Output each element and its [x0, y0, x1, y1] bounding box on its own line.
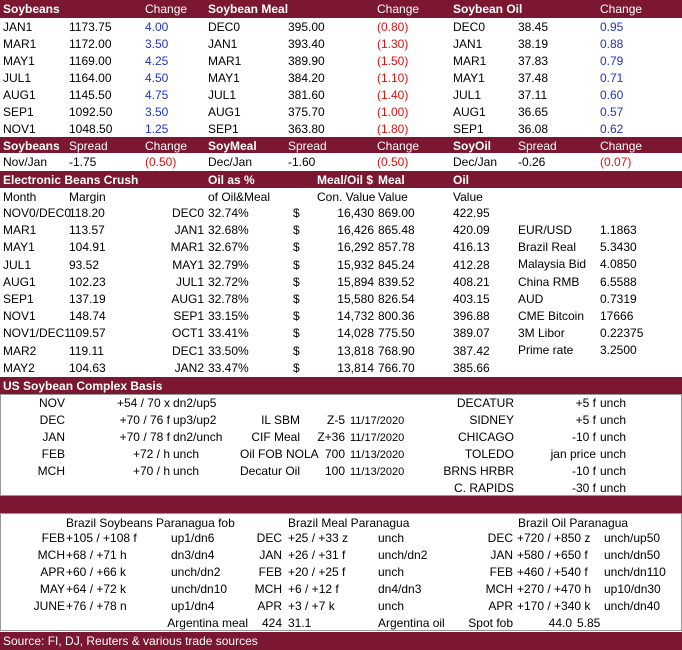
- basis-location-change: unch: [600, 481, 627, 495]
- crush-oil-value: 389.07: [453, 326, 490, 341]
- crush-month: AUG1: [3, 274, 36, 289]
- meal-price: 381.60: [288, 88, 325, 102]
- brazil-oil-month: MCH: [485, 582, 513, 596]
- brazil-meal-month: FEB: [258, 565, 282, 579]
- brazil-meal-change: unch: [378, 599, 405, 613]
- meal-month: MAY1: [208, 71, 240, 85]
- brazil-oil-change: unch/dn110: [604, 565, 666, 579]
- basis-change: dn2/unch: [173, 430, 223, 444]
- brazil-soy-title: Brazil Soybeans Paranagua fob: [66, 516, 235, 530]
- crush-oil-value: 422.95: [453, 206, 490, 220]
- spread-change-header: Change: [145, 139, 188, 153]
- spread-meal-pair: Dec/Jan: [208, 155, 253, 169]
- crush-dollar: $: [293, 257, 300, 272]
- fx-label: CME Bitcoin: [518, 309, 585, 323]
- soy-header-band: [0, 0, 682, 18]
- crush-title: Electronic Beans Crush: [3, 173, 139, 187]
- basis-location-value: -30 f: [571, 481, 596, 495]
- meal-price: 363.80: [288, 122, 325, 136]
- crush-mealoil-header: Meal/Oil $: [317, 173, 374, 187]
- basis-change: unch: [173, 447, 200, 461]
- meal-change: (1.50): [377, 54, 409, 68]
- fx-label: EUR/USD: [518, 223, 573, 237]
- bean-price: 1092.50: [69, 105, 113, 119]
- bean-month: JUL1: [3, 71, 32, 85]
- bean-month: MAY1: [3, 54, 35, 68]
- crush-month-header: Month: [3, 190, 37, 204]
- crush-contract: DEC1: [171, 343, 204, 358]
- brazil-soy-change: unch/dn10: [171, 582, 228, 596]
- basis-product: Oil FOB NOLA: [240, 447, 319, 461]
- argentina-meal-label: Argentina meal: [167, 616, 248, 630]
- basis-month: NOV: [38, 396, 65, 410]
- crush-dollar: $: [293, 360, 300, 375]
- meal-month: JUL1: [208, 88, 237, 102]
- crush-contract: MAR1: [170, 240, 204, 255]
- argentina-oil-label: Argentina oil: [378, 616, 445, 630]
- crush-oil-pct: 32.79%: [208, 257, 249, 272]
- meal-month: AUG1: [208, 105, 241, 119]
- meal-month: DEC0: [208, 20, 241, 34]
- oil-month: MAR1: [453, 54, 487, 68]
- meal-price: 375.70: [288, 105, 325, 119]
- crush-contract: JAN2: [174, 360, 204, 375]
- basis-date: 11/17/2020: [350, 415, 405, 427]
- bean-month: AUG1: [3, 88, 36, 102]
- bean-price: 1169.00: [69, 54, 112, 68]
- crush-oil-value: 385.66: [453, 360, 490, 375]
- crush-oil-value: 420.09: [453, 223, 490, 238]
- crush-contract: OCT1: [171, 326, 204, 341]
- oil-change: 0.79: [600, 54, 624, 68]
- meal-change: (1.10): [377, 71, 409, 85]
- bean-change: 4.75: [145, 88, 169, 102]
- oil-month: JUL1: [453, 88, 482, 102]
- brazil-meal-basis: +20 / +25 f: [288, 565, 346, 579]
- bean-change: 4.00: [145, 20, 169, 34]
- bean-price: 1048.50: [69, 122, 113, 136]
- brazil-oil-basis: +170 / +340 k: [517, 599, 591, 613]
- meal-change: (1.80): [377, 122, 409, 136]
- spread-meal-spread-header: Spread: [288, 139, 327, 153]
- crush-oil-pct: 32.72%: [208, 274, 249, 289]
- meal-price: 395.00: [288, 20, 325, 34]
- bean-month: SEP1: [3, 105, 34, 119]
- crush-con-value: 14,028: [337, 326, 374, 341]
- basis-change: dn2/up5: [173, 396, 217, 410]
- meal-price: 393.40: [288, 37, 325, 51]
- fx-value: 5.3430: [600, 240, 637, 255]
- oil-price: 38.19: [518, 37, 549, 51]
- source-note: Source: FI, DJ, Reuters & various trade sources: [3, 634, 258, 648]
- oil-price: 37.48: [518, 71, 549, 85]
- brazil-soy-basis: +76 / +78 n: [66, 599, 127, 613]
- fx-value: 4.0850: [600, 257, 637, 272]
- fx-label: Prime rate: [518, 343, 574, 358]
- bean-change: 4.25: [145, 54, 169, 68]
- brazil-meal-basis: +26 / +31 f: [288, 548, 346, 562]
- crush-contract: AUG1: [171, 292, 204, 306]
- spread-oil-spread-header: Spread: [518, 139, 557, 153]
- brazil-meal-change: unch/dn2: [378, 548, 428, 562]
- spread-meal-value: -1.60: [288, 155, 316, 169]
- basis-value: +72 / h: [132, 447, 170, 461]
- oil-change: 0.60: [600, 88, 624, 102]
- oil-change: 0.71: [600, 71, 624, 85]
- brazil-oil-basis: +580 / +650 f: [517, 548, 588, 562]
- soymeal-header: Soybean Meal: [208, 2, 289, 16]
- basis-level: 700: [324, 447, 345, 461]
- brazil-soy-change: up1/dn4: [171, 599, 215, 613]
- oil-price: 36.65: [518, 105, 549, 119]
- argentina-meal-change: 31.1: [288, 616, 312, 630]
- oil-price: 38.45: [518, 20, 549, 34]
- spread-soyoil-header: SoyOil: [453, 139, 492, 153]
- crush-contract: DEC0: [171, 206, 204, 220]
- spread-bean-change: (0.50): [145, 155, 177, 169]
- brazil-meal-change: unch: [378, 565, 405, 579]
- argentina-spot-value: 44.0: [548, 616, 572, 630]
- brazil-soy-basis: +68 / +71 h: [66, 548, 127, 562]
- crush-dollar: $: [293, 206, 300, 220]
- argentina-spot-label: Spot fob: [468, 616, 513, 630]
- crush-con-value: 16,430: [337, 206, 374, 220]
- brazil-soy-change: dn3/dn4: [171, 548, 215, 562]
- crush-oil-pct: 32.68%: [208, 223, 249, 238]
- soyoil-change-header: Change: [600, 2, 643, 16]
- crush-oil-value: 408.21: [453, 274, 490, 289]
- crush-oil-pct: 33.41%: [208, 326, 249, 341]
- basis-date: 11/17/2020: [350, 432, 405, 444]
- basis-value: +54 / 70 x: [116, 396, 170, 410]
- basis-month: FEB: [41, 447, 65, 461]
- brazil-oil-title: Brazil Oil Paranagua: [518, 516, 629, 530]
- crush-month: MAR1: [3, 223, 37, 238]
- crush-margin-header: Margin: [69, 190, 106, 204]
- crush-oil-value: 387.42: [453, 343, 490, 358]
- oil-change: 0.62: [600, 122, 624, 136]
- crush-dollar: $: [293, 326, 300, 341]
- argentina-meal-value: 424: [261, 616, 282, 630]
- crush-meal-value: 869.00: [378, 206, 415, 220]
- basis-location: CHICAGO: [457, 430, 514, 444]
- basis-location-change: unch: [600, 430, 627, 444]
- crush-contract: JAN1: [174, 223, 204, 238]
- oil-price: 36.08: [518, 122, 549, 136]
- brazil-oil-change: up10/dn30: [604, 582, 661, 596]
- spread-oil-value: -0.26: [518, 155, 546, 169]
- crush-month: NOV0/DEC0: [3, 206, 72, 220]
- crush-month: MAR2: [3, 343, 37, 358]
- bean-price: 1173.75: [69, 20, 112, 34]
- meal-change: (1.00): [377, 105, 409, 119]
- fx-value: 0.22375: [600, 326, 644, 341]
- crush-margin: 104.63: [69, 360, 106, 375]
- brazil-soy-month: FEB: [41, 531, 65, 545]
- basis-location: TOLEDO: [464, 447, 514, 461]
- brazil-meal-basis: +3 / +7 k: [288, 599, 335, 613]
- crush-month: MAY2: [3, 360, 35, 375]
- crush-margin: 113.57: [69, 223, 105, 238]
- crush-oil-pct: 32.67%: [208, 240, 249, 255]
- fx-value: 1.1863: [600, 223, 637, 237]
- basis-location-value: +5 f: [575, 413, 596, 427]
- crush-contract: MAY1: [172, 257, 204, 272]
- crush-margin: 104.91: [69, 240, 106, 255]
- brazil-oil-basis: +460 / +540 f: [517, 565, 588, 579]
- basis-value: +70 / h: [132, 464, 170, 478]
- basis-location-change: unch: [600, 447, 627, 461]
- crush-contract: JUL1: [175, 274, 204, 289]
- bean-change: 4.50: [145, 71, 169, 85]
- oil-month: DEC0: [453, 20, 486, 34]
- meal-change: (1.40): [377, 88, 409, 102]
- brazil-oil-basis: +720 / +850 z: [517, 531, 591, 545]
- spread-bean-pair: Nov/Jan: [3, 155, 48, 169]
- fx-value: 3.2500: [600, 343, 637, 358]
- soyoil-header: Soybean Oil: [453, 2, 523, 16]
- crush-dollar: $: [293, 274, 300, 289]
- meal-change: (0.80): [377, 20, 409, 34]
- crush-meal-value: 766.70: [378, 360, 415, 375]
- basis-date: 11/13/2020: [350, 449, 405, 461]
- brazil-meal-month: MCH: [254, 582, 282, 596]
- crush-meal-value: 845.24: [378, 257, 415, 272]
- brazil-oil-month: JAN: [490, 548, 513, 562]
- basis-month: JAN: [42, 430, 65, 444]
- basis-level: Z+36: [317, 430, 345, 444]
- spread-oil-pair: Dec/Jan: [453, 155, 498, 169]
- crush-oil-value: 396.88: [453, 309, 490, 324]
- crush-mealvalue-header: Value: [378, 190, 408, 204]
- brazil-soy-month: APR: [40, 565, 65, 579]
- basis-location-change: unch: [600, 464, 627, 478]
- basis-location-change: unch: [600, 396, 627, 410]
- meal-price: 389.90: [288, 54, 325, 68]
- spread-soybeans-header: Soybeans: [3, 139, 60, 153]
- meal-month: SEP1: [208, 122, 239, 136]
- basis-product: CIF Meal: [251, 430, 300, 444]
- brazil-meal-basis: +25 / +33 z: [288, 531, 349, 545]
- crush-dollar: $: [293, 292, 300, 306]
- brazil-oil-change: unch/up50: [604, 531, 661, 545]
- brazil-oil-month: DEC: [487, 531, 513, 545]
- brazil-soy-basis: +105 / +108 f: [66, 531, 137, 545]
- oil-month: AUG1: [453, 105, 486, 119]
- crush-oil-pct: 32.74%: [208, 206, 249, 220]
- basis-level: Z-5: [327, 413, 345, 427]
- brazil-soy-month: JUNE: [33, 599, 65, 613]
- crush-meal-value: 768.90: [378, 343, 415, 358]
- crush-dollar: $: [293, 309, 300, 324]
- fx-label: AUD: [518, 291, 544, 306]
- brazil-header-band: [0, 496, 682, 513]
- soybeans-change-header: Change: [145, 2, 188, 16]
- brazil-soy-month: MCH: [37, 548, 65, 562]
- oil-price: 37.11: [518, 88, 548, 102]
- crush-meal-value: 800.36: [378, 309, 415, 324]
- crush-month: NOV1: [3, 309, 36, 324]
- basis-change: unch: [173, 464, 200, 478]
- spread-bean-value: -1.75: [69, 155, 97, 169]
- basis-location-value: +5 f: [575, 396, 596, 410]
- basis-location-value: -10 f: [571, 430, 596, 444]
- meal-month: MAR1: [208, 54, 242, 68]
- brazil-soy-change: up1/dn6: [171, 531, 215, 545]
- crush-con-value: 13,814: [337, 360, 374, 375]
- brazil-oil-change: unch/dn50: [604, 548, 661, 562]
- basis-date: 11/13/2020: [350, 466, 405, 478]
- fx-label: 3M Libor: [518, 326, 565, 341]
- crush-dollar: $: [293, 223, 300, 238]
- crush-contract: SEP1: [173, 309, 204, 324]
- crush-con-value: 16,426: [337, 223, 374, 238]
- meal-price: 384.20: [288, 71, 325, 85]
- crush-margin: 119.11: [69, 343, 104, 358]
- crush-margin: 148.74: [69, 309, 106, 324]
- fx-value: 6.5588: [600, 274, 637, 289]
- basis-value: +70 / 76 f: [119, 413, 170, 427]
- crush-oil-pct: 33.47%: [208, 360, 249, 375]
- spread-oil-change: (0.07): [600, 155, 632, 169]
- crush-con-value: 16,292: [337, 240, 374, 255]
- basis-change: up3/up2: [173, 413, 217, 427]
- oil-month: JAN1: [453, 37, 483, 51]
- basis-location: BRNS HRBR: [443, 464, 514, 478]
- oil-price: 37.83: [518, 54, 549, 68]
- crush-meal-value: 839.52: [378, 274, 415, 289]
- basis-location-change: unch: [600, 413, 627, 427]
- crush-convalue-header: Con. Value: [317, 190, 376, 204]
- brazil-soy-month: MAY: [39, 582, 65, 596]
- basis-value: +70 / 78 f: [119, 430, 170, 444]
- crush-meal-value: 775.50: [378, 326, 415, 341]
- crush-oil-value: 416.13: [453, 240, 490, 255]
- bean-month: JAN1: [3, 20, 33, 34]
- brazil-soy-basis: +60 / +66 k: [66, 565, 127, 579]
- basis-level: 100: [324, 464, 345, 478]
- crush-margin: 93.52: [69, 257, 100, 272]
- crush-month: SEP1: [3, 292, 34, 306]
- crush-con-value: 15,580: [337, 292, 374, 306]
- brazil-soy-basis: +64 / +72 k: [66, 582, 127, 596]
- meal-change: (1.30): [377, 37, 409, 51]
- brazil-meal-month: APR: [257, 599, 282, 613]
- oil-month: SEP1: [453, 122, 484, 136]
- bean-change: 3.50: [145, 105, 169, 119]
- meal-month: JAN1: [208, 37, 238, 51]
- crush-oil-pct: 33.15%: [208, 309, 249, 324]
- spread-oil-change-header: Change: [600, 139, 643, 153]
- basis-location-value: -10 f: [571, 464, 596, 478]
- spread-soymeal-header: SoyMeal: [208, 139, 257, 153]
- crush-oil-pct: 33.50%: [208, 343, 249, 358]
- oil-change: 0.88: [600, 37, 624, 51]
- basis-location: C. RAPIDS: [453, 481, 514, 495]
- fx-value: 17666: [600, 309, 634, 323]
- crush-meal-header: Meal: [378, 173, 405, 187]
- crush-margin: 109.57: [69, 326, 106, 341]
- brazil-oil-basis: +270 / +470 h: [517, 582, 592, 596]
- crush-oilvalue-header: Value: [453, 190, 483, 204]
- brazil-meal-month: DEC: [256, 531, 282, 545]
- bean-month: MAR1: [3, 37, 37, 51]
- crush-oil-value: 403.15: [453, 292, 490, 306]
- argentina-spot-change: 5.85: [577, 616, 601, 630]
- brazil-oil-change: unch/dn40: [604, 599, 661, 613]
- crush-con-value: 15,932: [337, 257, 374, 272]
- crush-month: JUL1: [3, 257, 32, 272]
- basis-product: Decatur Oil: [240, 464, 301, 478]
- soymeal-change-header: Change: [377, 2, 420, 16]
- brazil-soy-change: unch/dn2: [171, 565, 221, 579]
- bean-change: 1.25: [145, 122, 169, 136]
- oil-month: MAY1: [453, 71, 485, 85]
- brazil-meal-month: JAN: [259, 548, 282, 562]
- crush-meal-value: 865.48: [378, 223, 415, 238]
- spread-meal-change-header: Change: [377, 139, 420, 153]
- basis-month: MCH: [37, 464, 65, 478]
- brazil-oil-month: APR: [488, 599, 513, 613]
- bean-price: 1145.50: [69, 88, 112, 102]
- crush-con-value: 15,894: [337, 274, 374, 289]
- crush-month: MAY1: [3, 240, 35, 255]
- fx-label: China RMB: [518, 274, 580, 289]
- spread-meal-change: (0.50): [377, 155, 409, 169]
- brazil-meal-basis: +6 / +12 f: [288, 582, 339, 596]
- basis-title: US Soybean Complex Basis: [3, 379, 163, 393]
- spread-spread-header: Spread: [69, 139, 108, 153]
- crush-oil-pct: 32.78%: [208, 292, 249, 306]
- crush-dollar: $: [293, 343, 300, 358]
- crush-con-value: 13,818: [337, 343, 374, 358]
- crush-meal-value: 826.54: [378, 292, 415, 306]
- crush-month: NOV1/DEC1: [3, 326, 72, 341]
- basis-product: IL SBM: [261, 413, 300, 427]
- crush-oil-value: 412.28: [453, 257, 490, 272]
- brazil-meal-change: dn4/dn3: [378, 582, 422, 596]
- bean-price: 1172.00: [69, 37, 112, 51]
- crush-margin: 137.19: [69, 292, 106, 306]
- bean-price: 1164.00: [69, 71, 112, 85]
- oil-change: 0.57: [600, 105, 624, 119]
- bean-change: 3.50: [145, 37, 169, 51]
- crush-dollar: $: [293, 240, 300, 255]
- brazil-meal-change: unch: [378, 531, 405, 545]
- crush-oilpct-header: Oil as %: [208, 173, 255, 187]
- brazil-meal-title: Brazil Meal Paranagua: [288, 516, 410, 530]
- crush-oilmeal-header: of Oil&Meal: [208, 190, 271, 204]
- crush-con-value: 14,732: [337, 309, 374, 324]
- soybeans-header: Soybeans: [3, 2, 60, 16]
- basis-month: DEC: [39, 413, 65, 427]
- crush-meal-value: 857.78: [378, 240, 415, 255]
- crush-margin: 118.20: [69, 206, 105, 220]
- fx-label: Malaysia Bid: [518, 257, 587, 272]
- crush-margin: 102.23: [69, 274, 106, 289]
- bean-month: NOV1: [3, 122, 36, 136]
- crush-oil-header: Oil: [453, 173, 470, 187]
- fx-value: 0.7319: [600, 291, 637, 306]
- basis-location-value: jan price: [550, 447, 596, 461]
- fx-label: Brazil Real: [518, 240, 577, 255]
- brazil-oil-month: FEB: [489, 565, 513, 579]
- basis-location: DECATUR: [456, 396, 514, 410]
- oil-change: 0.95: [600, 20, 624, 34]
- basis-location: SIDNEY: [469, 413, 514, 427]
